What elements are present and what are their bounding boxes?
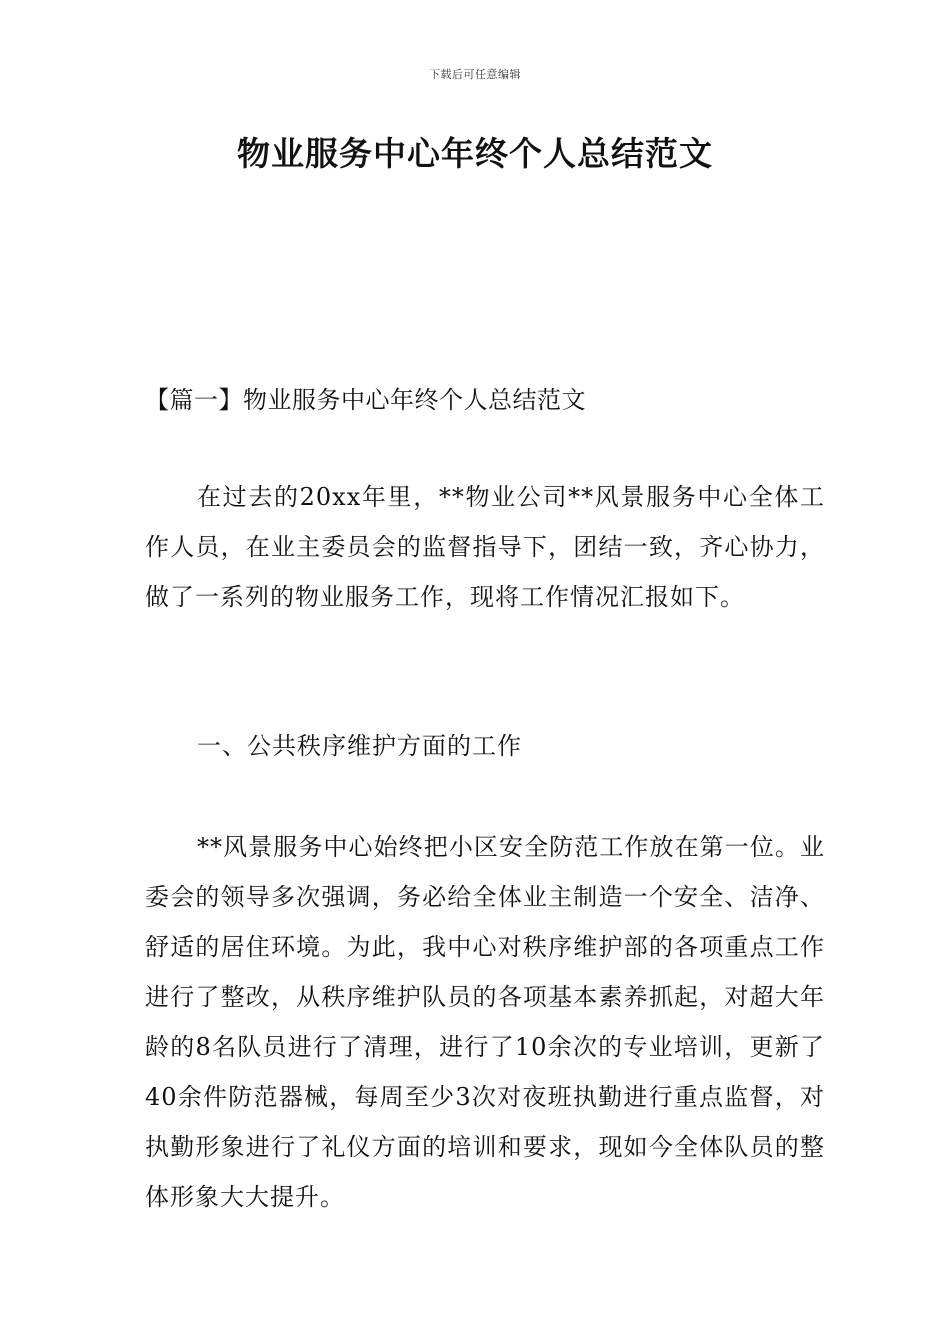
subheading-public-order: 一、公共秩序维护方面的工作	[197, 732, 522, 760]
security-paragraph: **风景服务中心始终把小区安全防范工作放在第一位。业委会的领导多次强调，务必给全体业主制造一个安全、洁净、舒适的居住环境。为此，我中心对秩序维护部的各项重点工作进行了整改，从秩序维护队员的各项基本素养抓起，对超大年龄的8名队员进行了清理，进行了10余次的专业培训，更新了40余件防范器械，每周至少3次对夜班执勤进行重点监督，对执勤形象进行了礼仪方面的培训和要求，现如今全体队员的整体形象大大提升。	[145, 833, 825, 1211]
document-title: 物业服务中心年终个人总结范文	[237, 134, 713, 173]
intro-paragraph: 在过去的20xx年里，**物业公司**风景服务中心全体工作人员，在业主委员会的监督指导下，团结一致，齐心协力，做了一系列的物业服务工作，现将工作情况汇报如下。	[145, 483, 825, 611]
header-note: 下载后可任意编辑	[429, 68, 521, 81]
section-heading: 【篇一】物业服务中心年终个人总结范文	[145, 386, 586, 414]
